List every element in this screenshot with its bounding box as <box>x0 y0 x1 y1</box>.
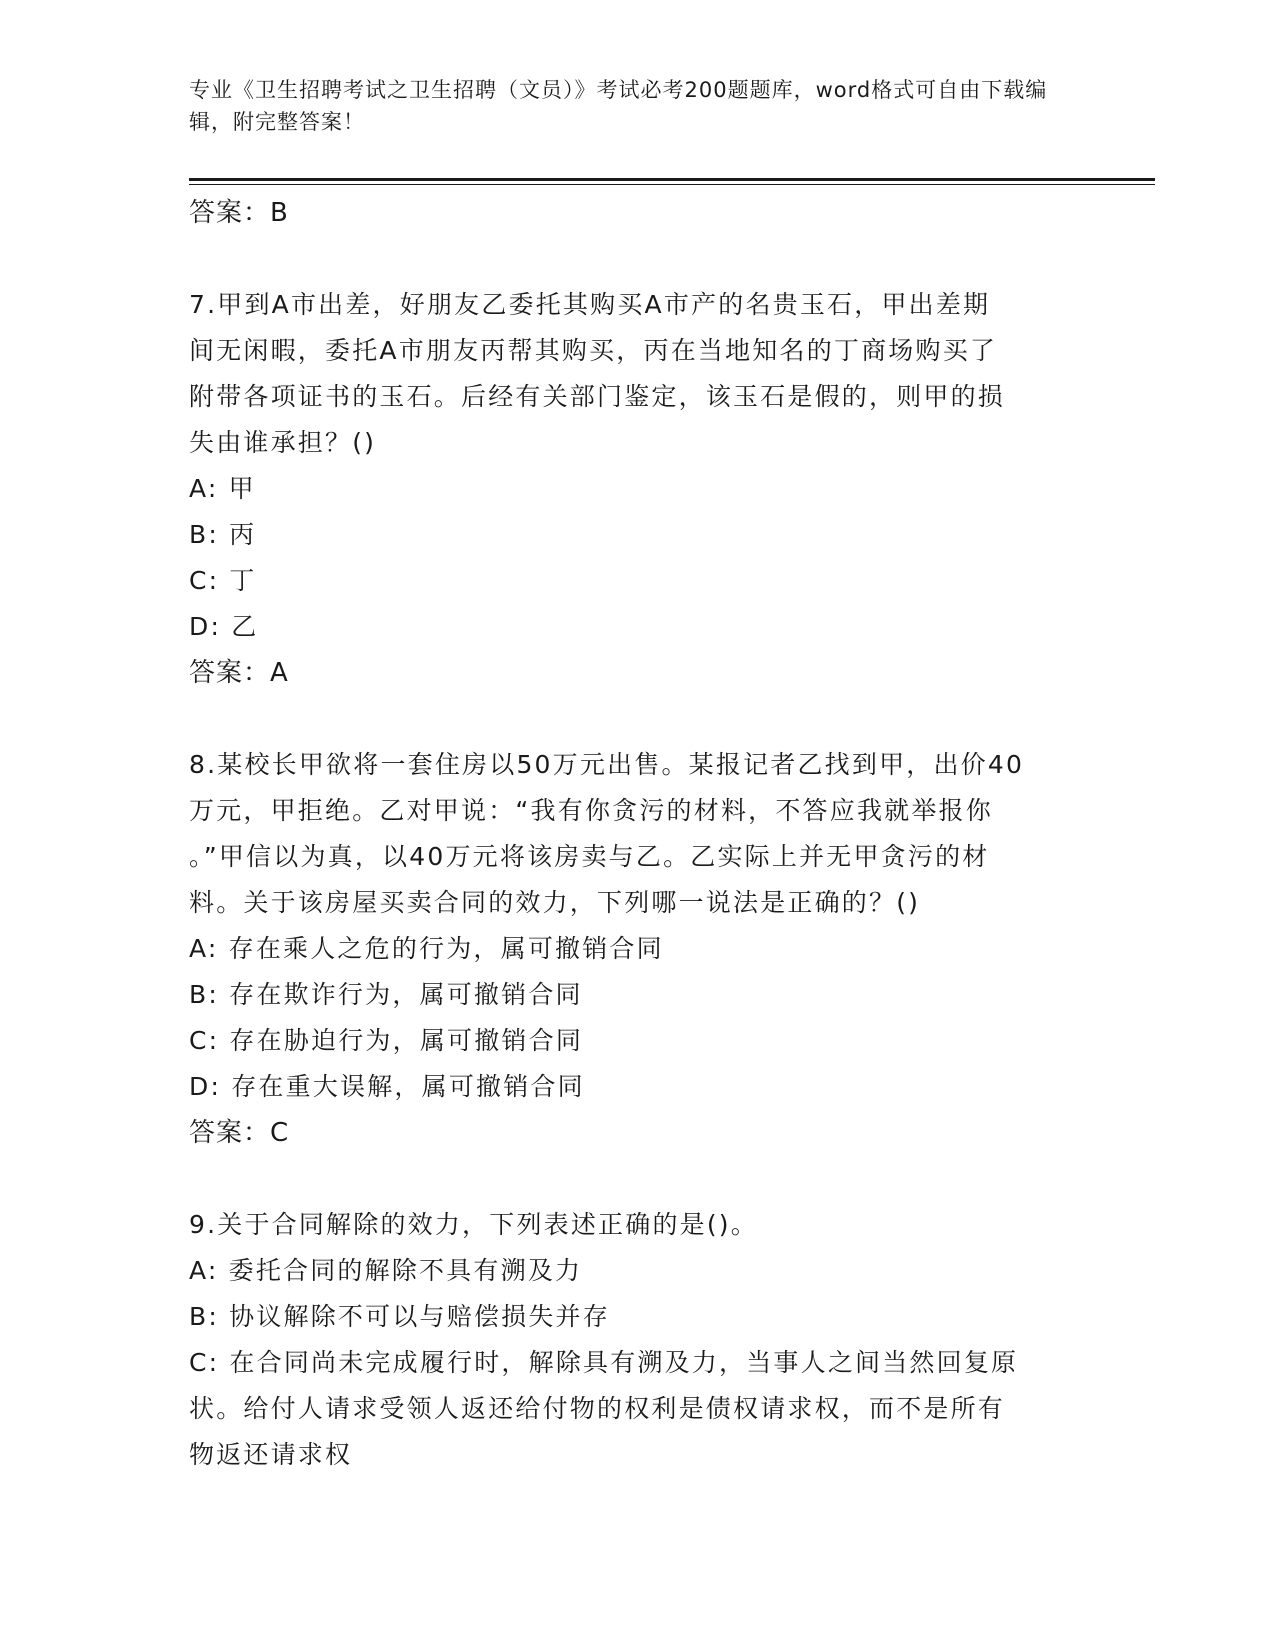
answer-q7: 答案：A <box>189 658 289 688</box>
question-stem-line: 料。关于该房屋买卖合同的效力，下列哪一说法是正确的？() <box>189 888 921 917</box>
option-c: C: 丁 <box>189 566 257 595</box>
option-c-continued: 物返还请求权 <box>189 1440 353 1469</box>
option-d: D: 存在重大误解，属可撤销合同 <box>189 1072 585 1101</box>
spacer <box>189 696 1089 742</box>
option-a: A: 存在乘人之危的行为，属可撤销合同 <box>189 934 664 963</box>
answer-q8: 答案：C <box>189 1118 290 1148</box>
question-stem-line: 附带各项证书的玉石。后经有关部门鉴定，该玉石是假的，则甲的损 <box>189 382 1006 411</box>
question-stem-line: 。”甲信以为真，以40万元将该房卖与乙。乙实际上并无甲贪污的材 <box>189 842 990 871</box>
question-stem-line: 8.某校长甲欲将一套住房以50万元出售。某报记者乙找到甲，出价40 <box>189 750 1025 779</box>
question-content <box>189 190 1089 1478</box>
option-c-continued: 状。给付人请求受领人返还给付物的权利是债权请求权，而不是所有 <box>189 1394 1006 1423</box>
option-c: C: 在合同尚未完成履行时，解除具有溯及力，当事人之间当然回复原 <box>189 1348 1019 1377</box>
question-stem-line: 间无闲暇，委托A市朋友丙帮其购买，丙在当地知名的丁商场购买了 <box>189 336 998 365</box>
document-header: 专业《卫生招聘考试之卫生招聘（文员）》考试必考200题题库，word格式可自由下载编辑，附完整答案！ <box>189 78 1048 134</box>
question-stem-line: 失由谁承担？() <box>189 428 377 457</box>
question-stem-line: 7.甲到A市出差，好朋友乙委托其购买A市产的名贵玉石，甲出差期 <box>189 290 991 319</box>
option-a: A: 甲 <box>189 474 256 503</box>
question-stem-line: 万元，甲拒绝。乙对甲说：“我有你贪污的材料，不答应我就举报你 <box>189 796 993 825</box>
header-rule-thick <box>189 178 1155 181</box>
option-d: D: 乙 <box>189 612 259 641</box>
option-a: A: 委托合同的解除不具有溯及力 <box>189 1256 583 1285</box>
question-7 <box>189 282 1089 696</box>
answer-q6: 答案：B <box>189 198 289 228</box>
question-stem-line: 9.关于合同解除的效力，下列表述正确的是()。 <box>189 1210 758 1239</box>
question-9 <box>189 1202 1089 1478</box>
spacer <box>189 1156 1089 1202</box>
option-b: B: 丙 <box>189 520 257 549</box>
question-8 <box>189 742 1089 1156</box>
header-rule-thin <box>189 184 1155 185</box>
option-c: C: 存在胁迫行为，属可撤销合同 <box>189 1026 584 1055</box>
option-b: B: 存在欺诈行为，属可撤销合同 <box>189 980 583 1009</box>
option-b: B: 协议解除不可以与赔偿损失并存 <box>189 1302 610 1331</box>
spacer <box>189 236 1089 282</box>
